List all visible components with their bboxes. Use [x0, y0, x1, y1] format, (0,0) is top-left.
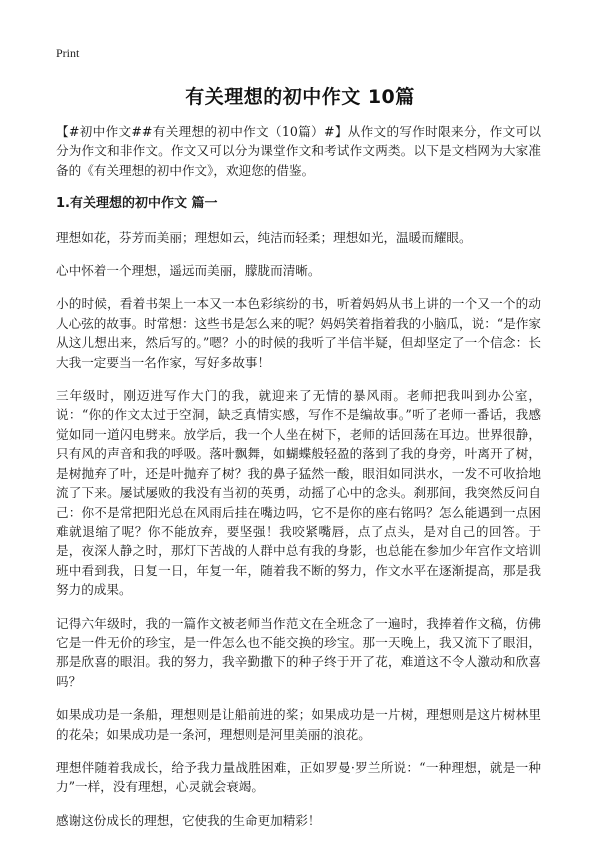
paragraph-2: 心中怀着一个理想，遥远而美丽，朦胧而清晰。 — [56, 263, 321, 279]
paragraph-5: 记得六年级时，我的一篇作文被老师当作范文在全班念了一遍时，我捧着作文稿，仿佛它是一件无价的珍宝，是一件怎么也不能交换的珍宝。那一天晚上，我又流下了眼泪，那是欣喜的眼泪。我的努力，我辛勤撒下的种子终于开了花，难道这不令人激动和欣喜吗？ — [56, 615, 541, 689]
section-heading: 1.有关理想的初中作文 篇一 — [56, 196, 218, 212]
paragraph-1: 理想如花，芬芳而美丽；理想如云，纯洁而轻柔；理想如光，温暖而耀眼。 — [56, 229, 472, 245]
paragraph-8: 感谢这份成长的理想，它使我的生命更加精彩！ — [56, 812, 321, 828]
paragraph-6: 如果成功是一条船，理想则是让船前进的桨；如果成功是一片树，理想则是这片树林里的花朵；如果成功是一条河，理想则是河里美丽的浪花。 — [56, 707, 541, 742]
paragraph-3: 小的时候，看着书架上一本又一本色彩缤纷的书，听着妈妈从书上讲的一个又一个的动人心弦的故事。时常想：这些书是怎么来的呢？妈妈笑着指着我的小脑瓜，说：“是作家从这儿想出来，然后写的。”嗯？小的时候的我听了半信半疑，但却坚定了一个信念：长大我一定要当一名作家，写好多故事！ — [56, 296, 542, 370]
intro-paragraph: 【#初中作文##有关理想的初中作文（10篇）#】从作文的写作时限来分，作文可以分为作文和非作文。作文又可以分为课堂作文和考试作文两类。以下是文档网为大家准备的《有关理想的初中作文》，欢迎您的借鉴。 — [56, 124, 541, 178]
page-title: 有关理想的初中作文 10篇 — [185, 86, 415, 108]
print-label: Print — [56, 46, 80, 60]
article-body — [56, 122, 541, 844]
paragraph-7: 理想伴随着我成长，给予我力量战胜困难，正如罗曼·罗兰所说：“一种理想，就是一种力”一样，没有理想，心灵就会衰竭。 — [56, 759, 541, 795]
paragraph-4: 三年级时，刚迈进写作大门的我，就迎来了无情的暴风雨。老师把我叫到办公室，说：“你的作文太过于空洞，缺乏真情实感，写作不是编故事。”听了老师一番话，我感觉如同一道闪电劈来。放学后，我一个人坐在树下，老师的话回荡在耳边。世界很静，只有风的声音和我的呼吸。落叶飘舞，如蝴蝶般轻盈的落到了我的身旁，叶离开了树，是树抛弃了叶，还是叶抛弃了树？我的鼻子猛然一酸，眼泪如同洪水，一发不可收拾地流了下来。屡试屡败的我没有当初的英勇，动摇了心中的念头。刹那间，我突然反问自己：你不是常把阳光总在风雨后挂在嘴边吗，它不是你的座右铭吗？怎么能遇到一点困难就退缩了呢？你不能放弃，要坚强！我咬紧嘴唇，点了点头，是对自己的回答。于是，夜深人静之时，那灯下苦战的人群中总有我的身影，也总能在参加少年宫作文培训班中看到我，日复一日，年复一年，随着我不断的努力，作文水平在逐渐提高，那是我努力的成果。 — [56, 388, 541, 598]
